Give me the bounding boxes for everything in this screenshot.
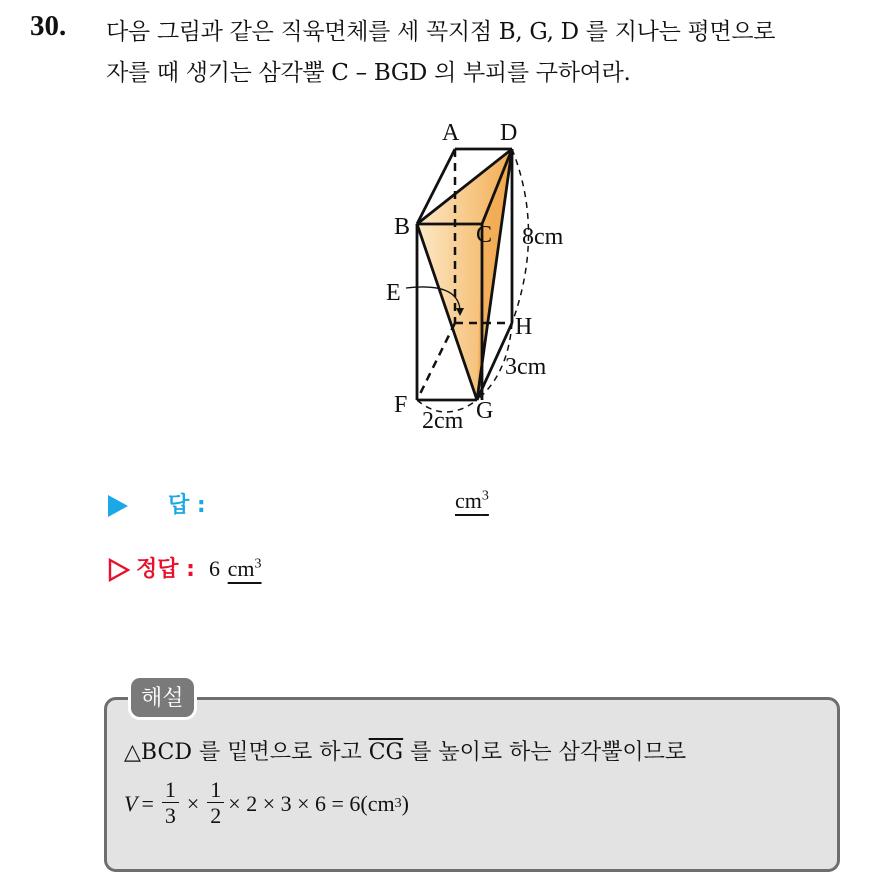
label-a: A xyxy=(442,120,460,146)
question-text-line1: 다음 그림과 같은 직육면체를 세 꼭지점 B, G, D 를 지나는 평면으로 xyxy=(106,19,776,45)
fraction-one-half: $\frac{1}{2}$ xyxy=(207,778,224,829)
fraction-one-third: $\frac{1}{3}$ xyxy=(162,778,179,829)
label-8cm: 8cm xyxy=(522,224,564,250)
label-2cm: 2cm xyxy=(422,408,464,434)
correct-label: 정답 : xyxy=(136,557,195,582)
play-triangle-icon xyxy=(108,495,128,517)
answer-row xyxy=(108,488,206,519)
label-3cm: 3cm xyxy=(505,354,547,380)
label-d: D xyxy=(500,120,518,146)
cuboid-figure xyxy=(370,112,610,442)
solution-formula: V = $\frac{1}{3}$ × $\frac{1}{2}$ × 2 × 3 × 6 = 6(cm 3 ) xyxy=(124,777,409,828)
segment-cg: $\overline{CG}$ xyxy=(368,740,404,765)
answer-label: 답 : xyxy=(168,493,206,518)
solution-text: △BCD 를 밑면으로 하고 $\overline{CG}$ 를 높이로 하는 삼각뿔이므로 xyxy=(124,740,687,765)
label-b: B xyxy=(394,214,411,240)
solution-tag: 해설 xyxy=(128,675,197,720)
correct-answer-row xyxy=(108,552,262,583)
label-h: H xyxy=(515,314,533,340)
label-g: G xyxy=(476,398,494,424)
label-f: F xyxy=(394,392,408,418)
question-number: 30. xyxy=(30,10,67,42)
correct-value: 6 xyxy=(208,556,220,581)
outline-triangle-icon xyxy=(108,558,130,582)
label-c: C xyxy=(476,222,493,248)
label-e: E xyxy=(386,280,401,306)
answer-unit[interactable]: $cm^3$ xyxy=(455,488,489,513)
question-text-line2: 자를 때 생기는 삼각뿔 C – BGD 의 부피를 구하여라. xyxy=(106,60,631,86)
correct-unit: $cm^3$ xyxy=(227,556,262,581)
